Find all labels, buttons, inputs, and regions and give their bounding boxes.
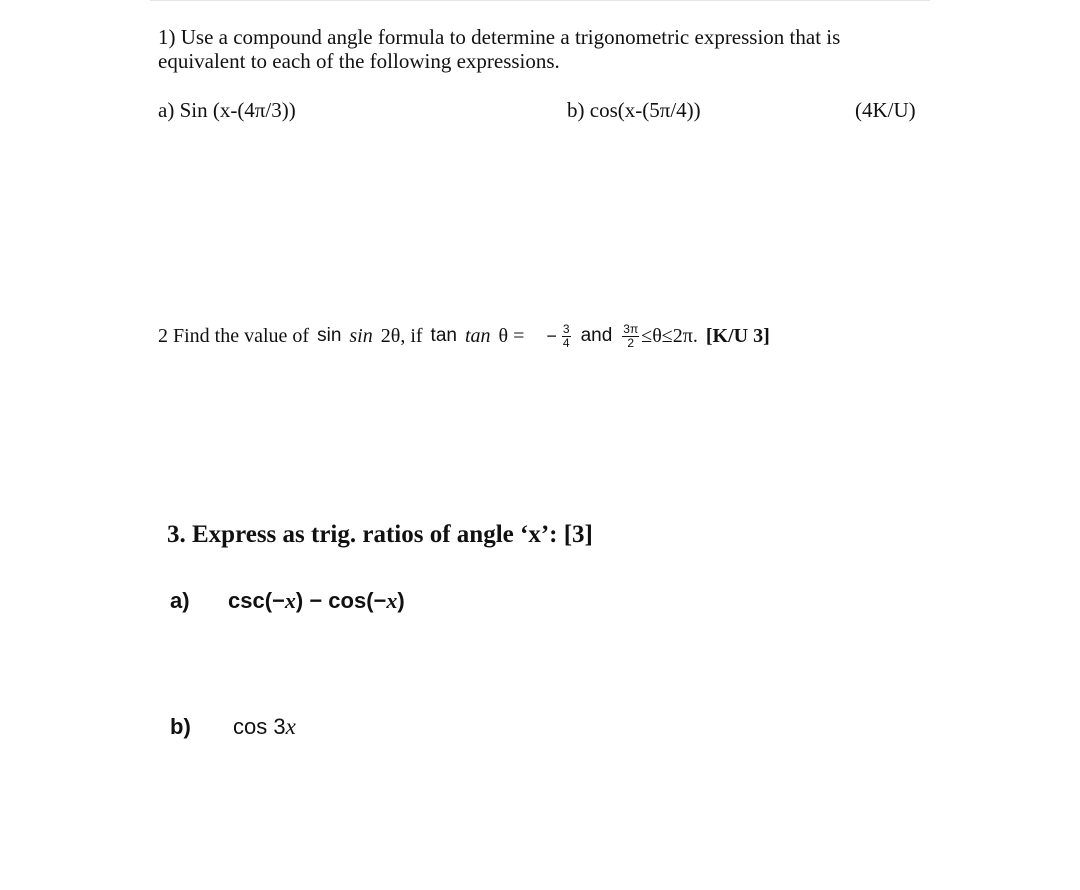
- question-2-marks: [K/U 3]: [705, 324, 770, 347]
- fraction-numerator: 3π: [623, 321, 639, 336]
- question-1-part-a: a) Sin (x-(4π/3)): [158, 98, 296, 122]
- question-3-heading: 3. Express as trig. ratios of angle ‘x’: [3]: [167, 521, 593, 548]
- variable-x: x: [285, 714, 296, 739]
- question-2: [158, 316, 770, 356]
- expr-segment: csc(−: [228, 588, 285, 613]
- question-3-part-b-expression: [233, 714, 296, 740]
- sin-function: sin: [317, 325, 342, 346]
- comma-if: , if: [400, 324, 423, 347]
- question-1-part-b: b) cos(x-(5π/4)): [567, 98, 701, 122]
- sin-function-italic: sin: [349, 324, 373, 347]
- double-angle: 2θ: [380, 324, 401, 347]
- fraction-three-pi-over-two: [622, 323, 639, 350]
- question-1-marks: (4K/U): [855, 98, 916, 122]
- question-2-lead: 2 Find the value of: [158, 324, 310, 347]
- angle-range: ≤θ≤2π.: [641, 324, 698, 347]
- fraction-three-quarters: [562, 323, 571, 350]
- variable-x: x: [284, 588, 296, 613]
- tan-function-italic: tan: [464, 324, 491, 347]
- question-3-part-a-expression: [228, 588, 405, 614]
- question-1-prompt: 1) Use a compound angle formula to determine a trigonometric expression that is equivalent to each of the following expressions.: [158, 25, 841, 73]
- top-divider: [150, 0, 930, 1]
- variable-x: x: [386, 588, 398, 613]
- expr-segment: ) − cos(−: [295, 588, 387, 613]
- expr-segment: cos 3: [233, 714, 286, 739]
- fraction-denominator: 4: [562, 335, 570, 350]
- minus-sign: −: [546, 325, 557, 346]
- tan-function: tan: [430, 325, 457, 346]
- question-3-part-a-label: a): [170, 588, 190, 613]
- fraction-numerator: 3: [562, 321, 570, 336]
- theta-equals: θ =: [498, 324, 525, 347]
- fraction-denominator: 2: [627, 335, 635, 350]
- and-word: and: [580, 325, 613, 346]
- question-3-part-b-label: b): [170, 714, 191, 739]
- expr-segment: ): [397, 588, 405, 613]
